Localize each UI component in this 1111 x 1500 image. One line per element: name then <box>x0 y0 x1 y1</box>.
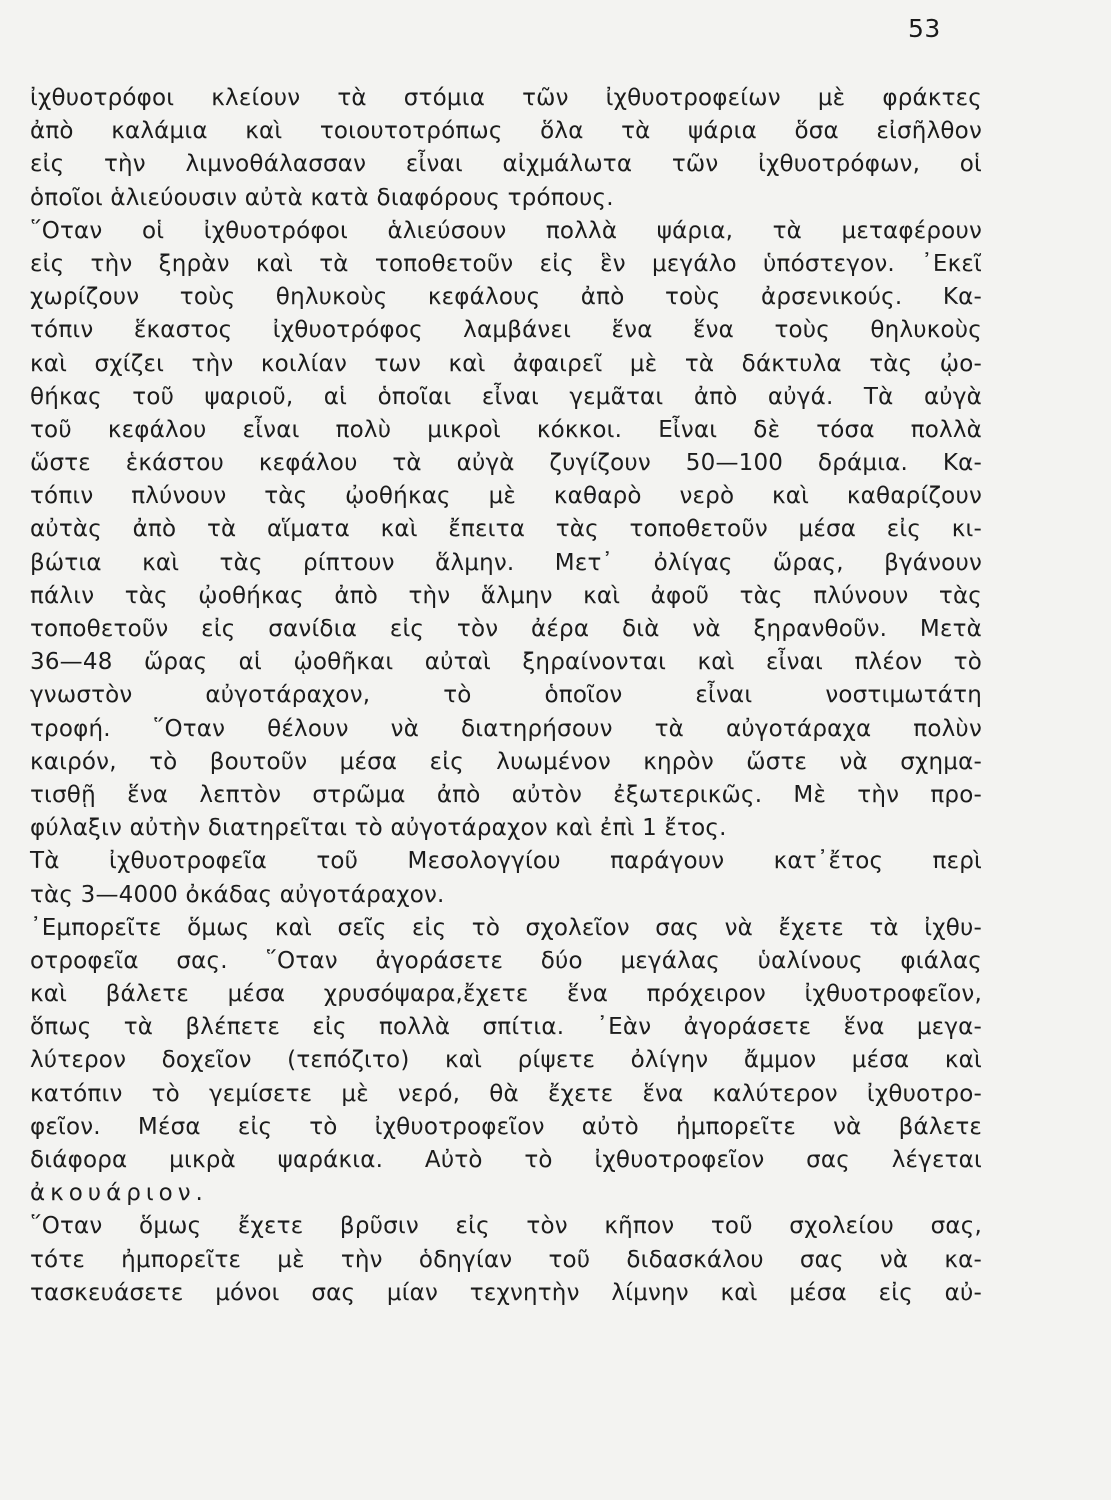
text-line: οτροφεῖα σας. ῞Οταν ἀγοράσετε δύο μεγάλας ὑαλίνους φιάλας <box>30 947 982 974</box>
text-line: αὐτὰς ἀπὸ τὰ αἵματα καὶ ἔπειτα τὰς τοποθετοῦν μέσα εἰς κι- <box>30 516 982 543</box>
text-line: φύλαξιν αὐτὴν διατηρεῖται τὸ αὐγοτάραχον καὶ ἐπὶ 1 ἔτος. <box>30 815 727 842</box>
text-line: λύτερον δοχεῖον (τεπόζιτο) καὶ ρίψετε ὀλίγην ἄμμον μέσα καὶ <box>30 1047 982 1074</box>
text-line: εἰς τὴν ξηρὰν καὶ τὰ τοποθετοῦν εἰς ἓν μεγάλο ὑπόστεγον. ᾽Εκεῖ <box>30 250 982 277</box>
text-line: 36—48 ὥρας αἱ ᾠοθῆκαι αὐταὶ ξηραίνονται καὶ εἶναι πλέον τὸ <box>30 649 982 676</box>
text-line: καὶ σχίζει τὴν κοιλίαν των καὶ ἀφαιρεῖ μὲ τὰ δάκτυλα τὰς ᾠο- <box>30 350 982 377</box>
text-line: ᾽Εμπορεῖτε ὅμως καὶ σεῖς εἰς τὸ σχολεῖον σας νὰ ἔχετε τὰ ἰχθυ- <box>30 914 982 941</box>
page-number: 53 <box>908 14 941 43</box>
paragraph <box>30 1210 982 1310</box>
text-line: ῞Οταν ὅμως ἔχετε βρῦσιν εἰς τὸν κῆπον τοῦ σχολείου σας, <box>30 1213 982 1240</box>
paragraph <box>30 215 982 846</box>
text-line: θήκας τοῦ ψαριοῦ, αἱ ὁποῖαι εἶναι γεμᾶται ἀπὸ αὐγά. Τὰ αὐγὰ <box>30 383 982 410</box>
text-line: ὁποῖοι ἁλιεύουσιν αὐτὰ κατὰ διαφόρους τρόπους. <box>30 184 614 211</box>
text-line: καὶ βάλετε μέσα χρυσόψαρα,ἔχετε ἕνα πρόχειρον ἰχθυοτροφεῖον, <box>30 981 982 1008</box>
paragraph <box>30 82 982 215</box>
text-line: διάφορα μικρὰ ψαράκια. Αὐτὸ τὸ ἰχθυοτροφεῖον σας λέγεται <box>30 1147 982 1173</box>
text-line: ἀπὸ καλάμια καὶ τοιουτοτρόπως ὅλα τὰ ψάρια ὅσα εἰσῆλθον <box>30 118 982 145</box>
paragraph <box>30 912 982 1211</box>
text-line: γνωστὸν αὐγοτάραχον, τὸ ὁποῖον εἶναι νοστιμωτάτη <box>30 682 982 709</box>
text-line: τοποθετοῦν εἰς σανίδια εἰς τὸν ἀέρα διὰ νὰ ξηρανθοῦν. Μετὰ <box>30 616 982 642</box>
paragraph <box>30 845 982 911</box>
text-line: ῞Οταν οἱ ἰχθυοτρόφοι ἁλιεύσουν πολλὰ ψάρια, τὰ μεταφέρουν <box>30 217 982 244</box>
text-line: βώτια καὶ τὰς ρίπτουν ἅλμην. Μετ᾽ ὀλίγας ὥρας, βγάνουν <box>30 549 982 576</box>
text-line: τασκευάσετε μόνοι σας μίαν τεχνητὴν λίμνην καὶ μέσα εἰς αὐ- <box>30 1279 982 1306</box>
text-line: ὥστε ἑκάστου κεφάλου τὰ αὐγὰ ζυγίζουν 50—100 δράμια. Κα- <box>30 450 982 477</box>
text-line: φεῖον. Μέσα εἰς τὸ ἰχθυοτροφεῖον αὐτὸ ἠμπορεῖτε νὰ βάλετε <box>30 1113 982 1140</box>
text-line: ἰχθυοτρόφοι κλείουν τὰ στόμια τῶν ἰχθυοτροφείων μὲ φράκτες <box>30 85 982 111</box>
body-text <box>30 82 982 1310</box>
text-line: καιρόν, τὸ βουτοῦν μέσα εἰς λυωμένον κηρὸν ὥστε νὰ σχημα- <box>30 748 982 775</box>
text-line: εἰς τὴν λιμνοθάλασσαν εἶναι αἰχμάλωτα τῶν ἰχθυοτρόφων, οἱ <box>30 151 982 178</box>
text-line: κατόπιν τὸ γεμίσετε μὲ νερό, θὰ ἔχετε ἕνα καλύτερον ἰχθυοτρο- <box>30 1080 982 1107</box>
text-line: τοῦ κεφάλου εἶναι πολὺ μικροὶ κόκκοι. Εἶναι δὲ τόσα πολλὰ <box>30 416 982 443</box>
text-line: ἀκουάριον. <box>30 1180 208 1207</box>
text-line: τότε ἠμπορεῖτε μὲ τὴν ὁδηγίαν τοῦ διδασκάλου σας νὰ κα- <box>30 1246 982 1273</box>
text-line: τόπιν πλύνουν τὰς ᾠοθήκας μὲ καθαρὸ νερὸ καὶ καθαρίζουν <box>30 483 982 510</box>
text-line: Τὰ ἰχθυοτροφεῖα τοῦ Μεσολογγίου παράγουν κατ᾽ἔτος περὶ <box>30 848 982 875</box>
text-line: τροφή. ῞Οταν θέλουν νὰ διατηρήσουν τὰ αὐγοτάραχα πολὺν <box>30 715 982 742</box>
text-line: πάλιν τὰς ᾠοθήκας ἀπὸ τὴν ἅλμην καὶ ἀφοῦ τὰς πλύνουν τὰς <box>30 582 982 609</box>
text-line: χωρίζουν τοὺς θηλυκοὺς κεφάλους ἀπὸ τοὺς ἀρσενικούς. Κα- <box>30 284 982 311</box>
text-line: ὅπως τὰ βλέπετε εἰς πολλὰ σπίτια. ᾽Εὰν ἀγοράσετε ἕνα μεγα- <box>30 1014 982 1041</box>
text-line: τόπιν ἕκαστος ἰχθυοτρόφος λαμβάνει ἕνα ἕνα τοὺς θηλυκοὺς <box>30 317 982 344</box>
text-line: τισθῇ ἕνα λεπτὸν στρῶμα ἀπὸ αὐτὸν ἐξωτερικῶς. Μὲ τὴν προ- <box>30 781 982 808</box>
text-line: τὰς 3—4000 ὀκάδας αὐγοτάραχον. <box>30 881 445 908</box>
